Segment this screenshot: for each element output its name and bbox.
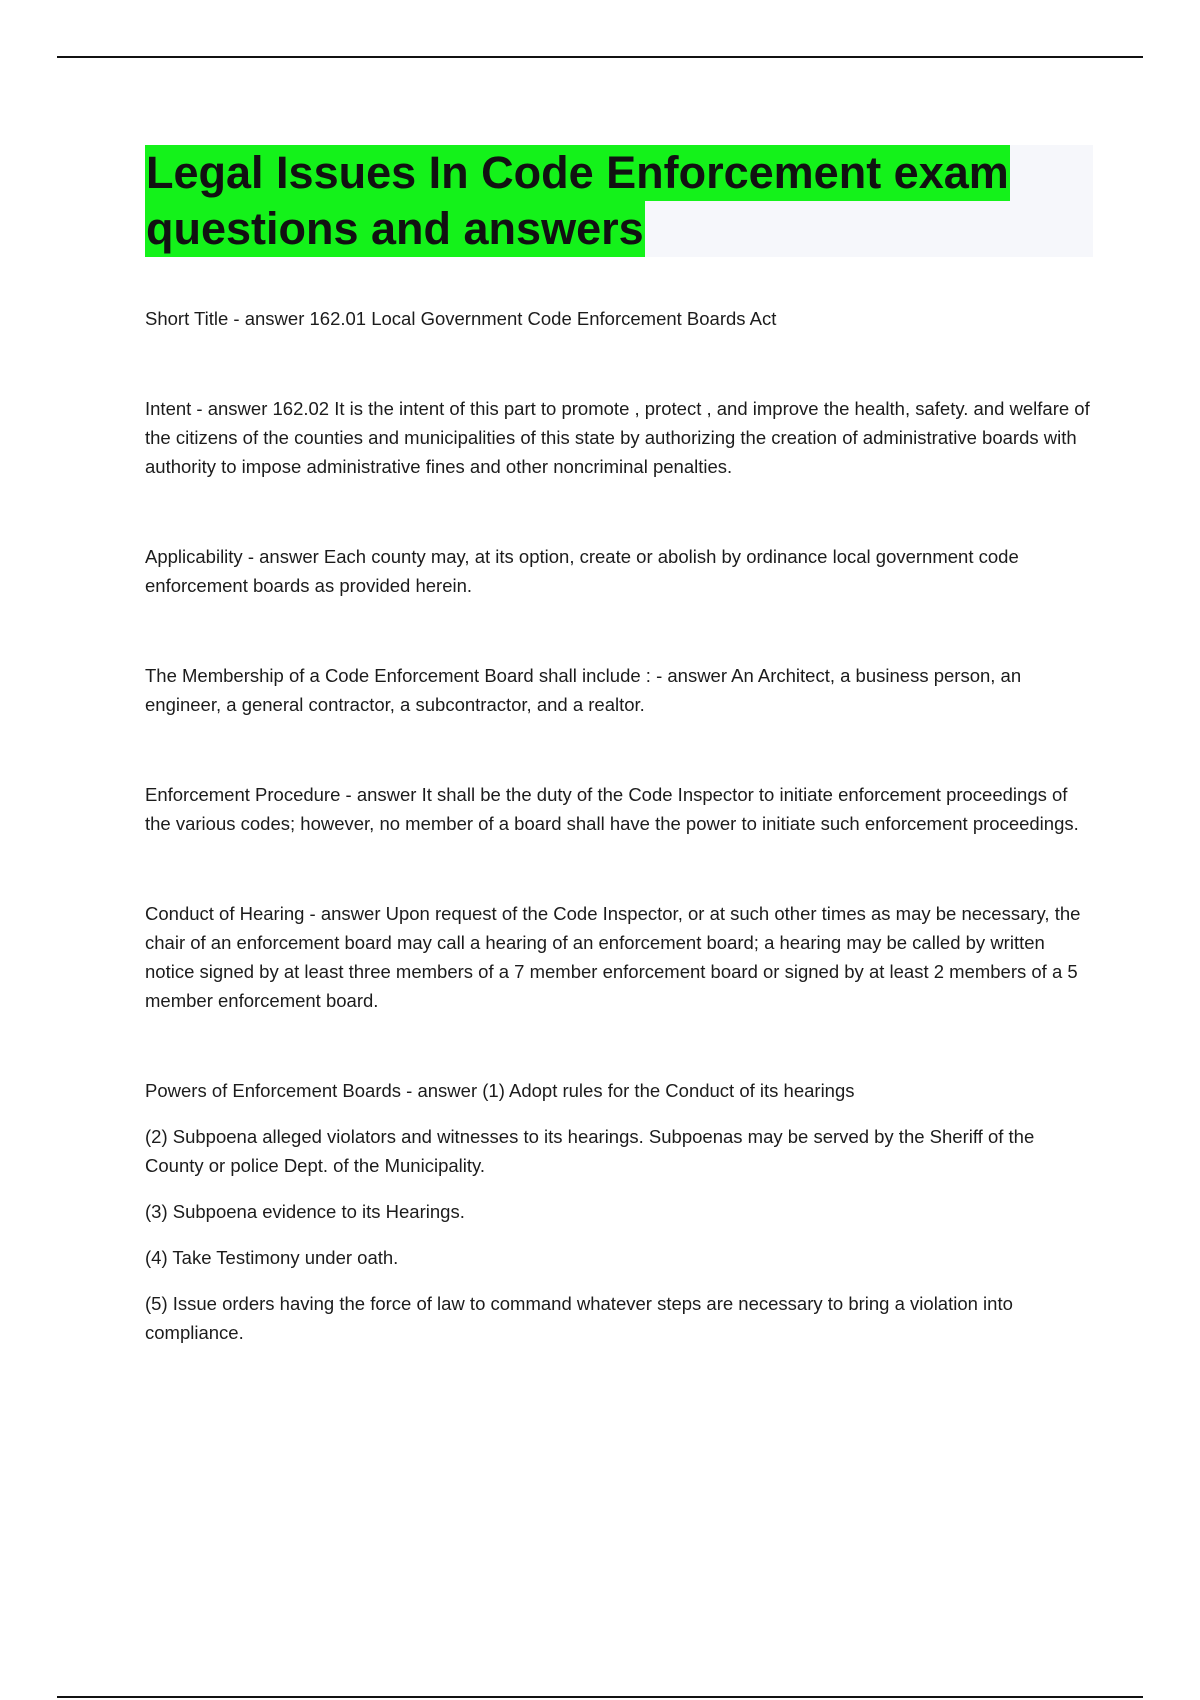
bottom-rule (57, 1696, 1143, 1698)
powers-item-2: (2) Subpoena alleged violators and witnesses to its hearings. Subpoenas may be served by the Sheriff of the County or police Dept. of the Municipality. (145, 1126, 1035, 1176)
title-block (145, 145, 1093, 257)
title-line-2: questions and answers (145, 201, 645, 257)
entry-powers: Powers of Enforcement Boards - answer (1) Adopt rules for the Conduct of its hearings (145, 1080, 855, 1101)
entry-intent: Intent - answer 162.02 It is the intent of this part to promote , protect , and improve the health, safety. and welfare of the citizens of the counties and municipalities of this state by authorizing the creation of administrative boards with authority to impose administrative fines and other noncriminal penalties. (145, 398, 1090, 477)
title-line-1: Legal Issues In Code Enforcement exam (145, 145, 1010, 201)
entry-conduct-of-hearing: Conduct of Hearing - answer Upon request of the Code Inspector, or at such other times as may be necessary, the chair of an enforcement board may call a hearing of an enforcement board; a hearing may be called by written notice signed by at least three members of a 7 member enforcement board or signed by at least 2 members of a 5 member enforcement board. (145, 903, 1081, 1011)
entry-membership: The Membership of a Code Enforcement Board shall include : - answer An Architect, a business person, an engineer, a general contractor, a subcontractor, and a realtor. (145, 665, 1022, 715)
entry-applicability: Applicability - answer Each county may, at its option, create or abolish by ordinance local government code enforcement boards as provided herein. (145, 546, 1019, 596)
powers-item-3: (3) Subpoena evidence to its Hearings. (145, 1201, 465, 1222)
qa-content (145, 304, 1095, 1347)
powers-item-4: (4) Take Testimony under oath. (145, 1247, 399, 1268)
entry-short-title: Short Title - answer 162.01 Local Government Code Enforcement Boards Act (145, 308, 777, 329)
entry-enforcement-procedure: Enforcement Procedure - answer It shall be the duty of the Code Inspector to initiate enforcement proceedings of the various codes; however, no member of a board shall have the power to initiate such enforcement proceedings. (145, 784, 1079, 834)
top-rule (57, 56, 1143, 58)
powers-item-5: (5) Issue orders having the force of law to command whatever steps are necessary to bring a violation into compliance. (145, 1293, 1013, 1343)
